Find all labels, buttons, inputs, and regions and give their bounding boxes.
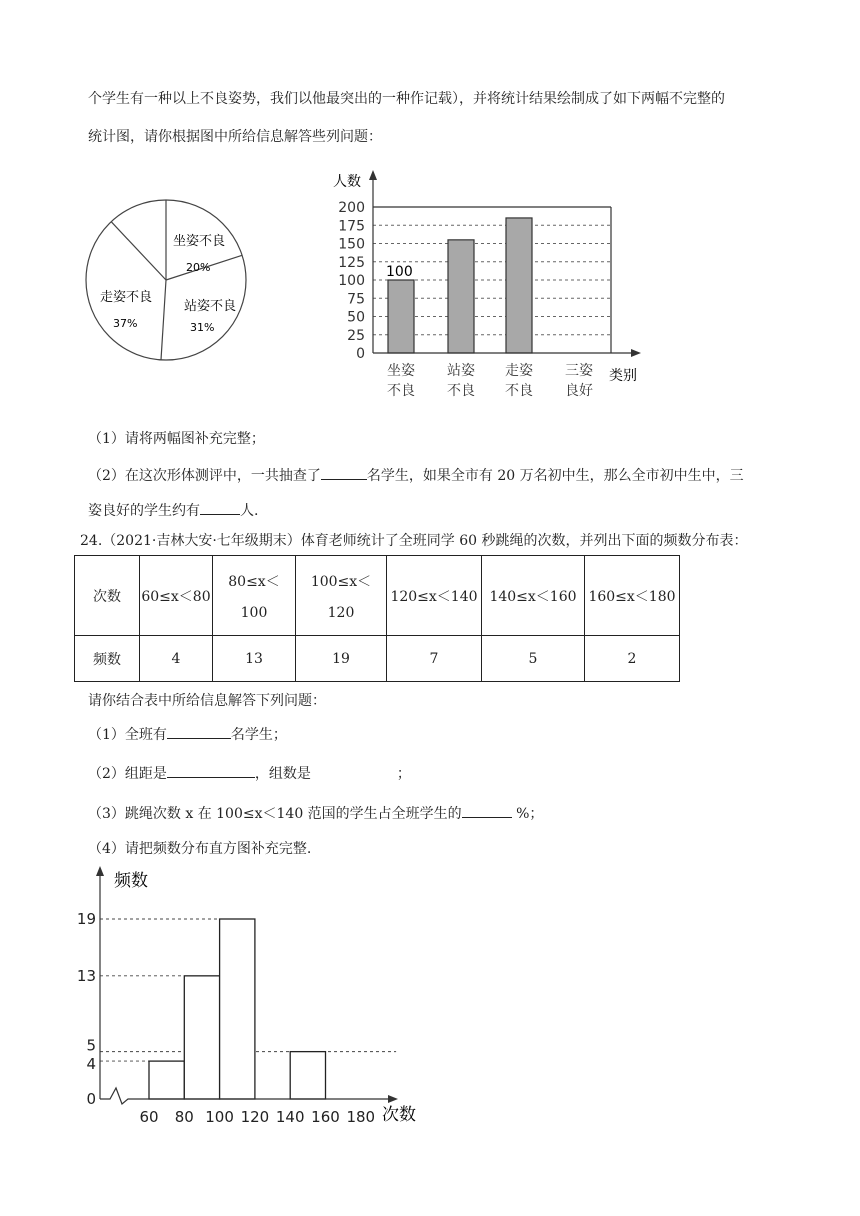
answer-blank-total[interactable]	[321, 465, 367, 480]
q24-instruction: 请你结合表中所给信息解答下列问题：	[88, 693, 326, 709]
answer-blank-interval-width[interactable]	[167, 763, 255, 778]
table-cell-interval	[213, 556, 296, 636]
hist-bar	[184, 976, 219, 1099]
q23-part2-line2	[88, 500, 258, 520]
table-cell-interval: 120≤x＜140	[387, 556, 482, 636]
bar-xlabel: 类别	[609, 368, 637, 384]
q23-p2-text-b: 名学生，如果全市有 20 万名初中生，那么全市初中生中，三	[366, 468, 744, 484]
hist-x-tick: 60	[139, 1108, 159, 1126]
q24-heading: 24.（2021·吉林大安·七年级期末）体育老师统计了全班同学 60 秒跳绳的次数，并列出下面的频数分布表：	[80, 533, 748, 549]
table-cell-count: 7	[387, 636, 482, 682]
q24-q2-text-c: ；	[396, 766, 411, 782]
hist-y-tick: 5	[86, 1036, 96, 1055]
pie-label-sit: 坐姿不良	[173, 234, 226, 249]
pie-label-walk: 走姿不良	[100, 290, 153, 305]
hist-y-tick: 4	[86, 1055, 96, 1074]
q24-q2-text-a: （2）组距是	[88, 766, 167, 782]
q24-q1-text-a: （1）全班有	[88, 727, 167, 743]
hist-y-tick: 19	[76, 910, 96, 928]
q23-p2-text-a: （2）在这次形体测评中，一共抽查了	[88, 468, 321, 484]
interval-line: 100≤x＜	[310, 573, 372, 590]
hist-bar	[290, 1052, 325, 1099]
pie-label-stand: 站姿不良	[184, 299, 237, 314]
bar-data-label: 100	[386, 264, 413, 280]
table-cell-interval: 160≤x＜180	[585, 556, 680, 636]
q24-question-2	[88, 763, 411, 783]
bar-rect	[448, 240, 474, 353]
bar-category-label: 不良	[505, 383, 533, 399]
table-cell-count: 13	[213, 636, 296, 682]
interval-line: 80≤x＜	[228, 573, 280, 590]
bar-y-tick: 50	[347, 309, 365, 326]
pie-pct-sit: 20%	[186, 261, 211, 274]
q24-question-1	[88, 724, 287, 744]
q24-question-4: （4）请把频数分布直方图补充完整.	[88, 841, 312, 857]
hist-x-tick: 80	[174, 1108, 194, 1126]
bar-y-tick: 75	[347, 291, 365, 308]
bar-category-label: 走姿	[505, 363, 533, 379]
hist-x-tick: 160	[311, 1108, 340, 1126]
hist-bar	[149, 1061, 184, 1099]
bar-y-tick: 200	[338, 200, 365, 216]
hist-bar	[220, 919, 255, 1099]
pie-pct-stand: 31%	[190, 321, 215, 334]
bar-y-tick: 25	[347, 327, 365, 344]
bar-category-label: 不良	[447, 383, 475, 399]
table-row	[75, 636, 680, 682]
answer-blank-percent[interactable]	[462, 803, 512, 818]
bar-y-tick: 150	[338, 236, 365, 253]
table-cell-count: 5	[482, 636, 585, 682]
q24-q3-text-b: %；	[511, 806, 544, 822]
interval-line: 100	[240, 604, 268, 621]
q24-q1-text-b: 名学生；	[230, 727, 287, 743]
bar-y-tick: 125	[338, 254, 365, 271]
frequency-table	[74, 555, 680, 682]
intro-line-1: 个学生有一种以上不良姿势，我们以他最突出的一种作记载），并将统计结果绘制成了如下两幅不完整的	[88, 91, 725, 107]
table-cell-count: 19	[296, 636, 387, 682]
pie-slice-divider	[161, 280, 166, 360]
q23-part2-line1	[88, 465, 744, 485]
q23-part1: （1）请将两幅图补充完整；	[88, 431, 265, 447]
pie-pct-walk: 37%	[113, 317, 138, 330]
intro-line-2: 统计图，请你根据图中所给信息解答些列问题：	[88, 129, 382, 145]
pie-chart	[80, 195, 260, 375]
bar-category-label: 良好	[565, 383, 593, 399]
bar-rect	[388, 280, 414, 353]
table-header-count: 次数	[75, 556, 140, 636]
hist-x-tick: 120	[240, 1108, 270, 1126]
bar-y-tick: 100	[338, 273, 365, 289]
bar-category-label: 站姿	[447, 363, 475, 379]
answer-blank-good-posture[interactable]	[200, 500, 240, 515]
hist-y-tick: 13	[76, 966, 96, 985]
hist-y-tick: 0	[86, 1090, 96, 1108]
table-cell-interval: 140≤x＜160	[482, 556, 585, 636]
pie-slice-divider	[111, 222, 166, 280]
table-header-frequency: 频数	[75, 636, 140, 682]
bar-y-tick: 175	[338, 218, 365, 235]
frequency-histogram	[70, 862, 430, 1132]
interval-line: 120	[327, 604, 355, 621]
bar-category-label: 坐姿	[387, 363, 415, 379]
q24-question-3	[88, 803, 543, 823]
q23-p2-text-d: 人.	[240, 503, 259, 519]
table-cell-count: 2	[585, 636, 680, 682]
hist-ylabel: 频数	[114, 871, 148, 891]
answer-blank-class-size[interactable]	[167, 724, 231, 739]
hist-x-tick: 180	[346, 1108, 376, 1126]
table-row	[75, 556, 680, 636]
bar-rect	[506, 218, 532, 353]
bar-category-label: 三姿	[565, 363, 593, 379]
hist-x-tick: 100	[205, 1108, 234, 1126]
bar-y-tick: 0	[356, 346, 365, 362]
q23-p2-text-c: 姿良好的学生约有	[88, 503, 200, 519]
bar-chart	[325, 168, 655, 408]
bar-category-label: 不良	[387, 383, 415, 399]
hist-x-tick: 140	[275, 1108, 305, 1126]
q24-q3-text-a: （3）跳绳次数 x 在 100≤x＜140 范国的学生占全班学生的	[88, 806, 462, 822]
table-cell-count: 4	[140, 636, 213, 682]
hist-xlabel: 次数	[382, 1105, 416, 1125]
q24-q2-text-b: ，组数是	[254, 766, 311, 782]
table-cell-interval	[296, 556, 387, 636]
bar-ylabel: 人数	[333, 174, 361, 190]
table-cell-interval: 60≤x＜80	[140, 556, 213, 636]
